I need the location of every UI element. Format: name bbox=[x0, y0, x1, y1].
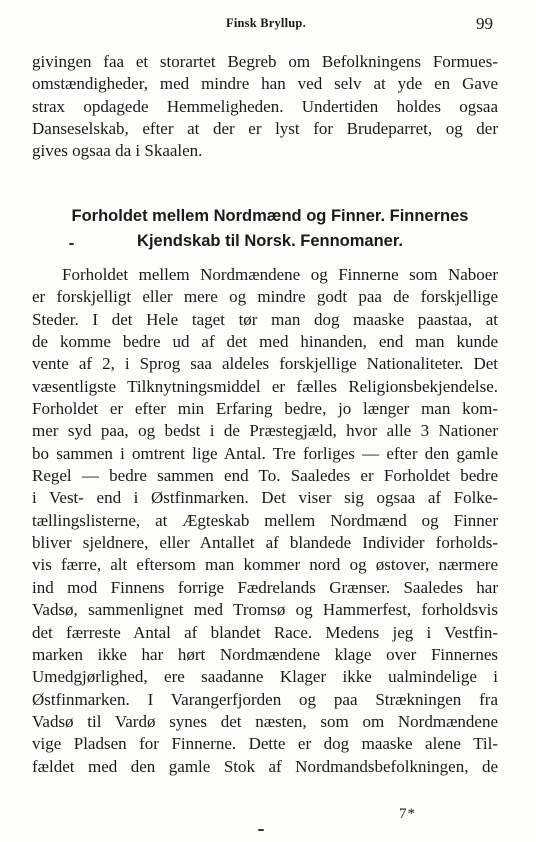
text-line: givingen faa et storartet Begreb om Befolkningens Formues- bbox=[32, 52, 498, 71]
print-speck bbox=[69, 243, 74, 245]
text-line: gives ogsaa da i Skaalen. bbox=[32, 141, 203, 161]
text-line: vente af 2, i Sprog saa aldeles forskjellige Nationaliteter. Det bbox=[32, 354, 498, 374]
paragraph-continuation bbox=[32, 51, 498, 163]
section-heading bbox=[40, 204, 500, 254]
text-line: Østfinmarken. I Varangerfjorden og paa Strækningen fra bbox=[32, 689, 498, 709]
heading-line: Kjendskab til Norsk. Fennomaner. bbox=[137, 232, 403, 250]
text-line: marken ikke har hørt Nordmændene klage over Finnernes bbox=[32, 644, 498, 664]
text-line: er forskjelligt eller mere og mindre godt paa de forskjellige bbox=[32, 287, 498, 307]
text-line: Steder. I det Hele taget tør man dog maaske paastaa, at bbox=[32, 309, 498, 329]
text-line: vis færre, alt eftersom man kommer nord og østover, nærmere bbox=[32, 555, 498, 575]
text-line: Vadsø til Vardø synes det næsten, som om Nordmændene bbox=[32, 711, 498, 731]
signature-mark: 7* bbox=[399, 806, 416, 822]
text-line: Umedgjørlighed, ere saadanne Klager ikke ualmindelige i bbox=[32, 667, 498, 687]
text-line: vige Pladsen for Finnerne. Dette er dog maaske alene Til- bbox=[32, 734, 498, 754]
text-line: Forholdet er efter min Erfaring bedre, jo længer man kom- bbox=[32, 399, 498, 419]
text-line: bliver sjeldnere, eller Antallet af blandede Individer forholds- bbox=[32, 533, 498, 553]
text-line: bo sammen i omtrent lige Antal. Tre forliges — efter den gamle bbox=[32, 443, 498, 463]
text-line: Forholdet mellem Nordmændene og Finnerne som Naboer bbox=[62, 265, 498, 284]
print-speck bbox=[258, 829, 264, 831]
text-line: det færreste Antal af blandet Race. Medens jeg i Vestfin- bbox=[32, 622, 498, 642]
paragraph-main bbox=[32, 264, 498, 778]
text-line: Danseselskab, efter at der er lyst for Brudeparret, og der bbox=[32, 119, 498, 139]
running-head bbox=[0, 14, 536, 34]
text-line: Vadsø, sammenlignet med Tromsø og Hammerfest, forholdsvis bbox=[32, 600, 498, 620]
text-line: mer syd paa, og bedst i de Præstegjæld, hvor alle 3 Nationer bbox=[32, 421, 498, 441]
page-number: 99 bbox=[476, 14, 493, 33]
text-line: ind mod Finnens forrige Fædrelands Grænser. Saaledes har bbox=[32, 577, 498, 597]
text-line: i Vest- end i Østfinmarken. Det viser sig ogsaa af Folke- bbox=[32, 488, 498, 508]
text-line: Regel — bedre sammen end To. Saaledes er Forholdet bedre bbox=[32, 466, 498, 486]
text-line: de komme bedre ud af det med hinanden, end man kunde bbox=[32, 332, 498, 352]
running-title: Finsk Bryllup. bbox=[226, 16, 306, 30]
text-line: fældet med den gamle Stok af Nordmandsbefolkningen, de bbox=[32, 756, 498, 776]
text-line: væsentligste Tilknytningsmiddel er fælles Religionsbekjendelse. bbox=[32, 376, 498, 396]
text-line: strax opdagede Hemmeligheden. Undertiden holdes ogsaa bbox=[32, 96, 498, 116]
text-line: tællingslisterne, at Ægteskab mellem Nordmænd og Finner bbox=[32, 510, 498, 530]
text-line: omstændigheder, med mindre han ved selv at yde en Gave bbox=[32, 74, 498, 94]
heading-line: Forholdet mellem Nordmænd og Finner. Finnernes bbox=[71, 207, 469, 225]
